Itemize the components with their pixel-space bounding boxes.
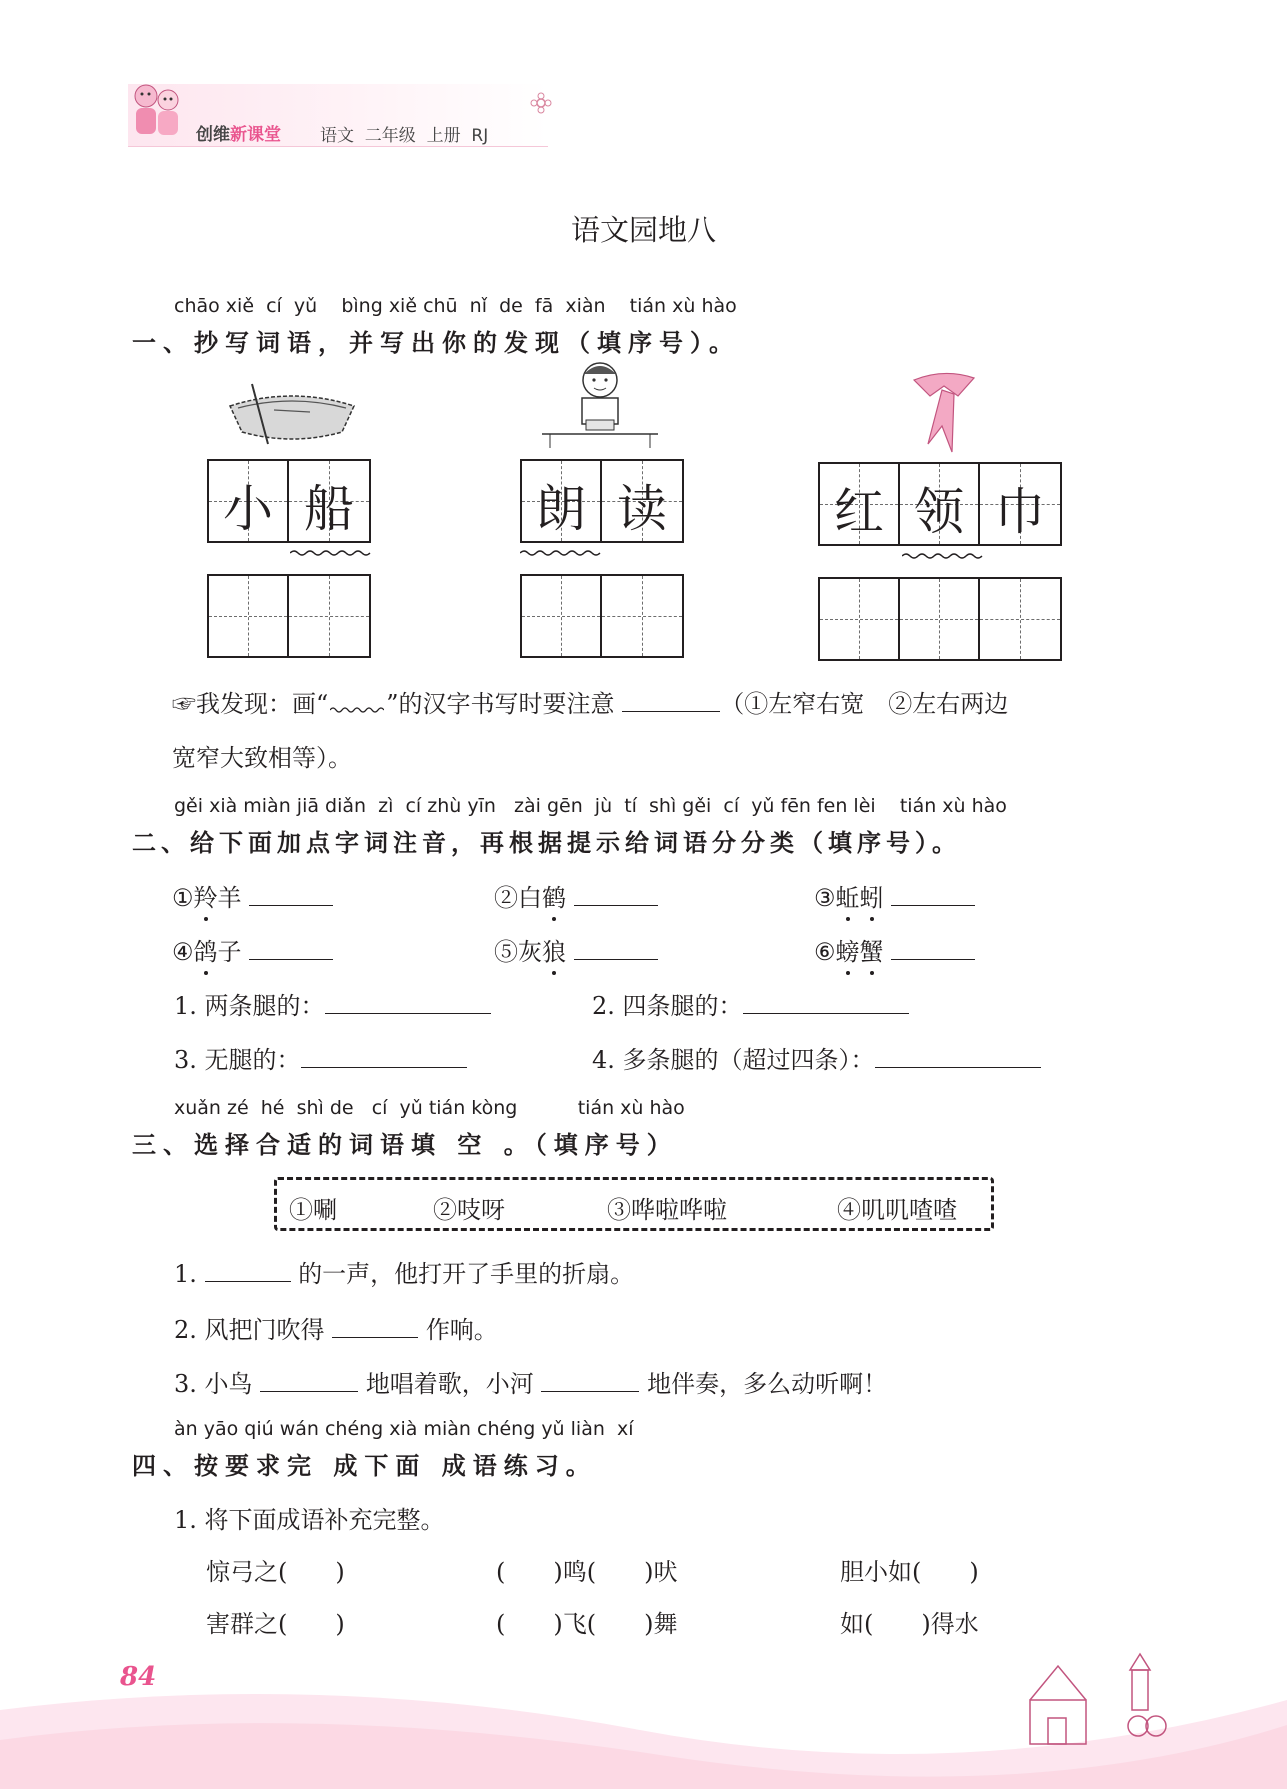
section4-pinyin: àn yāo qiú wán chéng xià miàn chéng yǔ liàn xí: [174, 1418, 634, 1440]
wavy-underline: [902, 552, 984, 560]
empty-cell[interactable]: [209, 576, 289, 656]
answer-blank[interactable]: [875, 1045, 1041, 1068]
idiom-6[interactable]: 如( )得水: [840, 1610, 979, 1638]
char-cell: 领: [900, 464, 980, 544]
answer-blank[interactable]: [541, 1369, 639, 1392]
category-four-legs: 2. 四条腿的：: [592, 986, 909, 1021]
sentence-3: 3. 小鸟 地唱着歌，小河 地伴奏，多么动听啊！: [174, 1370, 888, 1398]
copy-grid-2[interactable]: [520, 574, 684, 658]
copy-grid-1[interactable]: [207, 574, 371, 658]
word-choice-box: [274, 1177, 994, 1231]
empty-cell[interactable]: [602, 576, 682, 656]
empty-cell[interactable]: [900, 579, 980, 659]
option-1: ①唰: [289, 1196, 337, 1224]
copy-grid-3[interactable]: [818, 577, 1062, 661]
idiom-1[interactable]: 惊弓之( ): [206, 1558, 345, 1586]
section1-heading: 一、抄写词语，并写出你的发现（填序号）。: [132, 329, 740, 357]
page-title: 语文园地八: [570, 213, 716, 247]
section4-sub1: 1. 将下面成语补充完整。: [174, 1506, 445, 1534]
answer-blank[interactable]: [891, 937, 975, 960]
page-number: 84: [120, 1662, 157, 1692]
answer-blank[interactable]: [574, 937, 658, 960]
category-no-legs: 3. 无腿的：: [174, 1040, 467, 1075]
answer-blank[interactable]: [205, 1259, 291, 1282]
answer-blank[interactable]: [622, 689, 720, 712]
idiom-3[interactable]: 胆小如( ): [840, 1558, 979, 1586]
red-scarf-picture: [908, 366, 982, 456]
category-many-legs: 4. 多条腿的（超过四条）：: [592, 1040, 1041, 1075]
header-brand: 创维新课堂: [196, 125, 281, 145]
answer-blank[interactable]: [325, 991, 491, 1014]
idiom-4[interactable]: 害群之( ): [206, 1610, 345, 1638]
finding-line-1: ☞我发现：画“ ”的汉字书写时要注意 （①左窄右宽 ②左右两边: [172, 690, 1009, 718]
idiom-5[interactable]: ( )飞( )舞: [496, 1610, 678, 1638]
char-cell: 小: [209, 461, 289, 541]
empty-cell[interactable]: [820, 579, 900, 659]
empty-cell[interactable]: [980, 579, 1060, 659]
finding-line-2: 宽窄大致相等）。: [172, 744, 352, 772]
wavy-underline: [520, 549, 602, 557]
word-grid-langdu: [520, 459, 684, 543]
wavy-blank[interactable]: [328, 690, 386, 712]
word-grid-honglingjin: [818, 462, 1062, 546]
option-2: ②吱呀: [433, 1196, 505, 1224]
char-cell: 船: [289, 461, 369, 541]
header-subject: 语文 二年级 上册 RJ: [320, 126, 489, 146]
section3-heading: 三、选择合适的词语填 空 。（填序号）: [132, 1131, 678, 1159]
animal-6: ⑥螃蟹: [814, 932, 975, 967]
flower-icon: [530, 92, 552, 114]
boat-picture: [222, 372, 362, 448]
empty-cell[interactable]: [522, 576, 602, 656]
idiom-2[interactable]: ( )鸣( )吠: [496, 1558, 678, 1586]
option-4: ④叽叽喳喳: [837, 1196, 957, 1224]
category-two-legs: 1. 两条腿的：: [174, 986, 491, 1021]
char-cell: 巾: [980, 464, 1060, 544]
cartoon-kids-logo: [124, 78, 190, 148]
answer-blank[interactable]: [249, 937, 333, 960]
wavy-underline: [290, 549, 372, 557]
answer-blank[interactable]: [332, 1315, 418, 1338]
word-grid-xiaochuan: [207, 459, 371, 543]
animal-5: ⑤灰狼: [494, 932, 658, 967]
empty-cell[interactable]: [289, 576, 369, 656]
sentence-2: 2. 风把门吹得 作响。: [174, 1316, 498, 1344]
answer-blank[interactable]: [249, 883, 333, 906]
answer-blank[interactable]: [891, 883, 975, 906]
reading-child-picture: [538, 358, 662, 450]
animal-4: ④鸽子: [172, 932, 333, 967]
char-cell: 朗: [522, 461, 602, 541]
answer-blank[interactable]: [301, 1045, 467, 1068]
answer-blank[interactable]: [574, 883, 658, 906]
char-cell: 读: [602, 461, 682, 541]
section2-pinyin: gěi xià miàn jiā diǎn zì cí zhù yīn zài gēn jù tí shì gěi cí yǔ fēn fen lèi tián xù hào: [174, 795, 1007, 817]
option-3: ③哗啦哗啦: [607, 1196, 727, 1224]
char-cell: 红: [820, 464, 900, 544]
animal-3: ③蚯蚓: [814, 878, 975, 913]
section4-heading: 四、按要求完 成下面 成语练习。: [132, 1452, 597, 1480]
animal-2: ②白鹤: [494, 878, 658, 913]
sentence-1: 1. 的一声，他打开了手里的折扇。: [174, 1260, 635, 1288]
footer-wave-decoration: [0, 1630, 1287, 1789]
animal-1: ①羚羊: [172, 878, 333, 913]
section1-pinyin: chāo xiě cí yǔ bìng xiě chū nǐ de fā xiàn tián xù hào: [174, 295, 737, 317]
section3-pinyin: xuǎn zé hé shì de cí yǔ tián kòng tián xù hào: [174, 1097, 685, 1119]
answer-blank[interactable]: [743, 991, 909, 1014]
answer-blank[interactable]: [260, 1369, 358, 1392]
section2-heading: 二、给下面加点字词注音，再根据提示给词语分分类（填序号）。: [132, 829, 961, 857]
